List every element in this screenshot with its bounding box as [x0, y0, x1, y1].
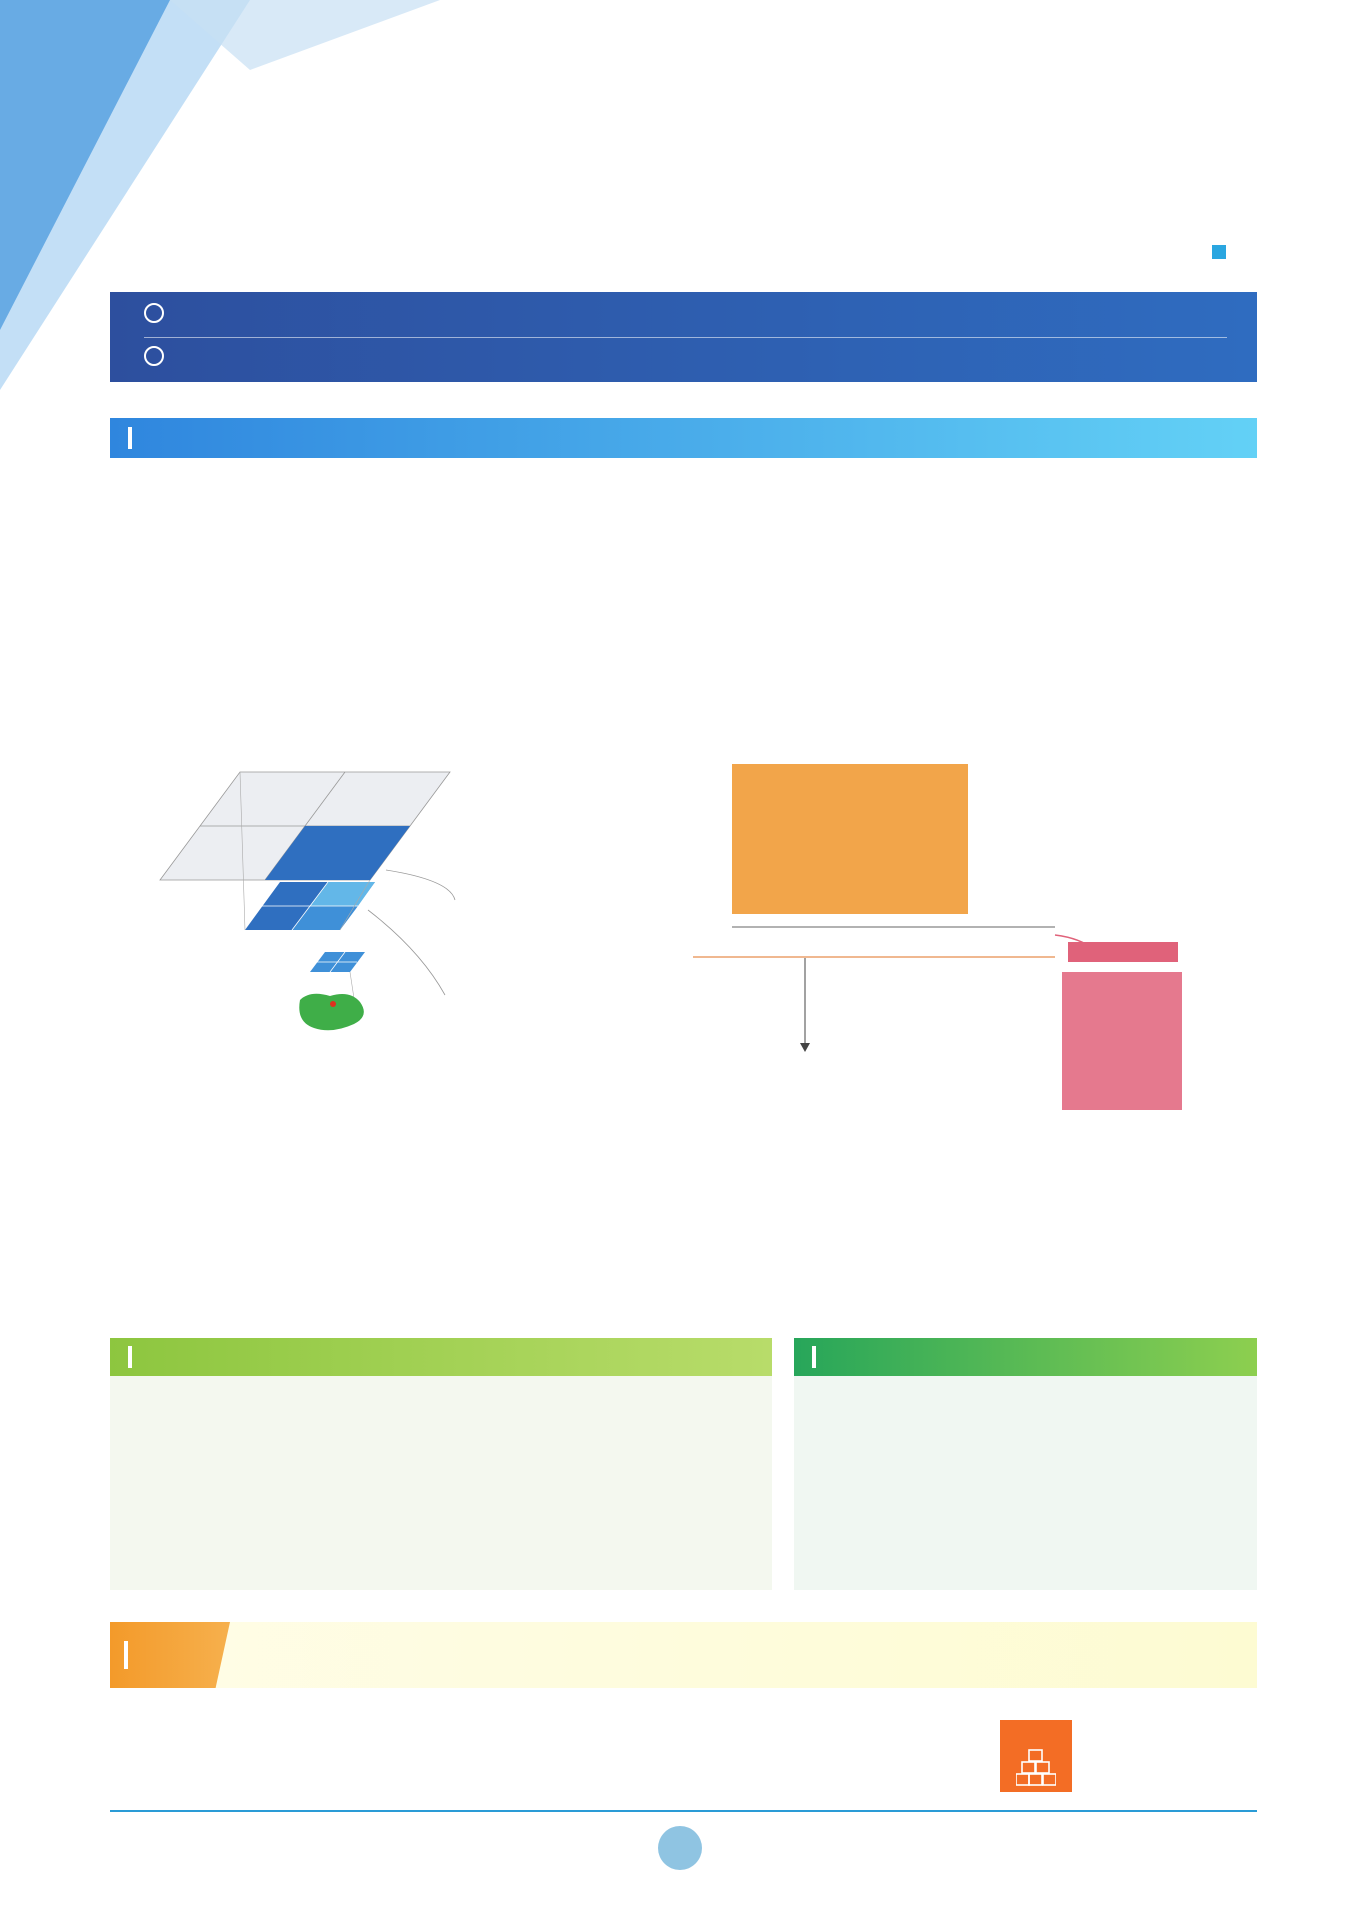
- advantages-panel: [110, 1338, 772, 1590]
- advantages-body: [110, 1376, 772, 1390]
- field-divider: [144, 337, 1227, 338]
- circle-bullet-icon: [144, 346, 164, 366]
- square-bullet-icon: [1212, 245, 1226, 259]
- applications-panel: [794, 1338, 1257, 1590]
- mesh-code-figure: [150, 760, 1190, 1260]
- sdg-goal-9-badge: [1000, 1720, 1072, 1792]
- applications-heading: [794, 1338, 1257, 1376]
- department-sidebar: [1300, 50, 1358, 1910]
- cubes-icon: [1016, 1748, 1056, 1786]
- patent-panel: [110, 1622, 1257, 1688]
- research-field-banner: [110, 292, 1257, 382]
- overview-heading: [110, 418, 1257, 458]
- patent-label: [110, 1622, 230, 1688]
- footer-divider: [110, 1810, 1257, 1812]
- circle-bullet-icon: [144, 303, 164, 323]
- advantages-heading: [110, 1338, 772, 1376]
- keyword-row: [144, 346, 182, 366]
- research-field-row: [144, 303, 182, 323]
- applications-body: [794, 1376, 1257, 1390]
- author-row: [830, 232, 1254, 272]
- page-number: [658, 1826, 702, 1870]
